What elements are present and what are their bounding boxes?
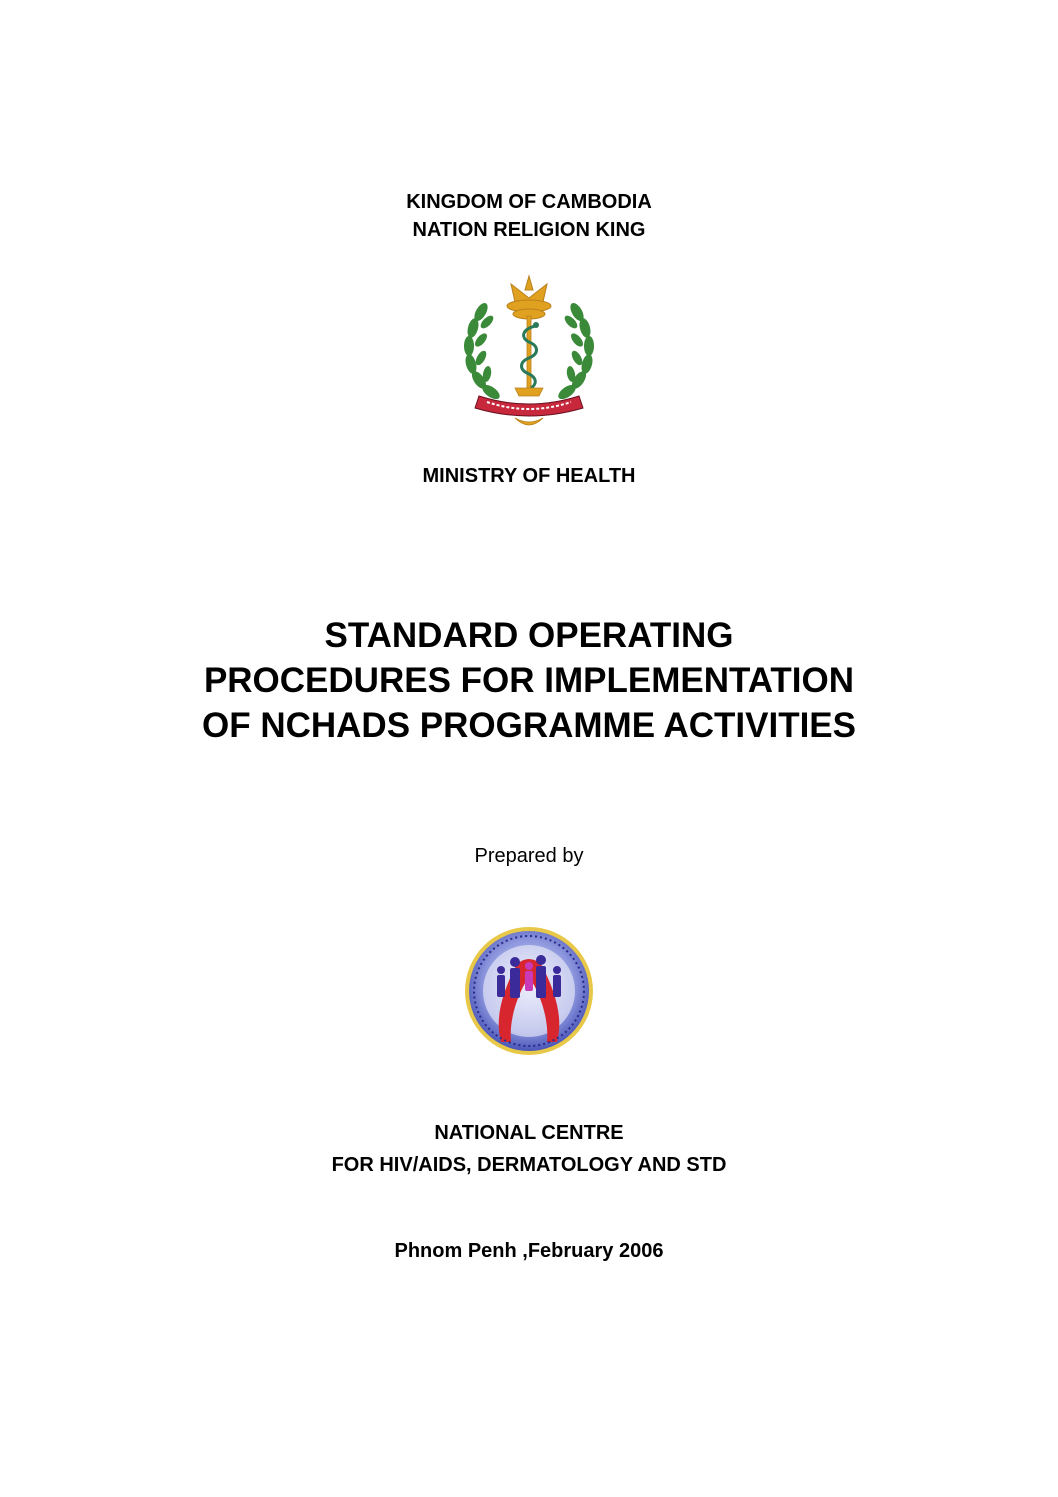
organization-line-1: NATIONAL CENTRE bbox=[434, 1122, 624, 1144]
title-line-2: PROCEDURES FOR IMPLEMENTATION bbox=[203, 661, 855, 700]
ministry-heading: MINISTRY OF HEALTH bbox=[422, 465, 636, 487]
title-line-1: STANDARD OPERATING bbox=[324, 616, 734, 655]
prepared-by-label: Prepared by bbox=[474, 845, 584, 867]
country-heading: KINGDOM OF CAMBODIA bbox=[406, 191, 652, 213]
nchads-logo-icon bbox=[461, 924, 597, 1058]
place-date: Phnom Penh ,February 2006 bbox=[394, 1240, 664, 1262]
motto-heading: NATION RELIGION KING bbox=[412, 219, 646, 241]
organization-line-2: FOR HIV/AIDS, DERMATOLOGY AND STD bbox=[331, 1154, 727, 1176]
ministry-of-health-emblem-icon bbox=[459, 272, 599, 434]
title-line-3: OF NCHADS PROGRAMME ACTIVITIES bbox=[202, 706, 856, 745]
